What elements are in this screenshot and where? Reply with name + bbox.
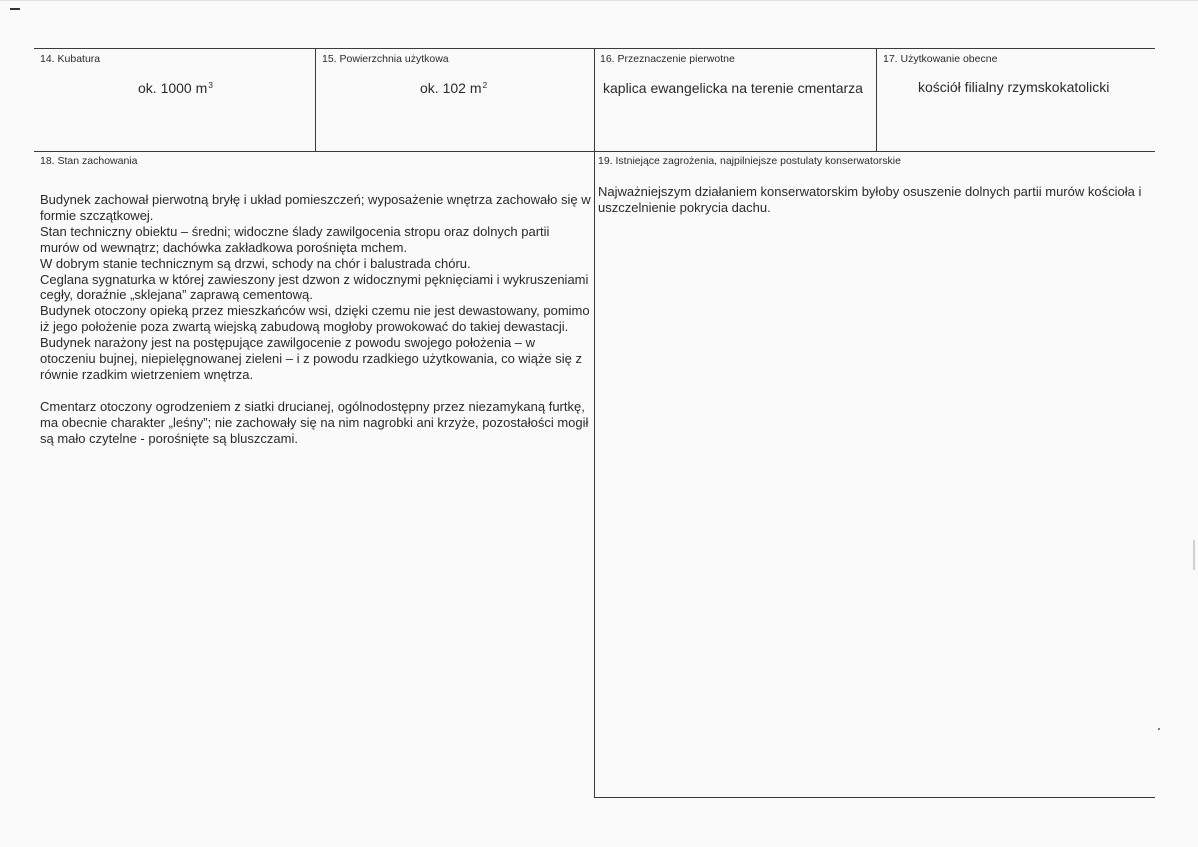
powierzchnia-value-text: ok. 102 m — [420, 80, 482, 96]
scan-speck — [1158, 728, 1160, 730]
przeznaczenie-label: 16. Przeznaczenie pierwotne — [600, 53, 735, 65]
stan-paragraph-cmentarz: Cmentarz otoczony ogrodzeniem z siatki drucianej, ogólnodostępny przez niezamykaną furtkę, ma obecnie charakter „leśny”; nie zachowały się na nim nagrobki ani krzyże, pozostałości mogił są mało czytelne - porośnięte są bluszczami. — [40, 398, 589, 446]
zagrozenia-text: Najważniejszym działaniem konserwatorskim byłoby osuszenie dolnych partii murów kościoła i uszczelnienie pokrycia dachu. — [598, 184, 1142, 215]
zagrozenia-label: 19. Istniejące zagrożenia, najpilniejsze postulaty konserwatorskie — [598, 155, 901, 167]
kubatura-value — [138, 80, 213, 96]
divider-15-16 — [594, 48, 595, 798]
stan-paragraph: W dobrym stanie technicznym są drzwi, schody na chór i balustrada chóru. — [40, 255, 471, 271]
powierzchnia-value — [420, 80, 487, 96]
section19-bottom-border — [594, 797, 1155, 798]
powierzchnia-unit-exponent: 2 — [482, 80, 488, 90]
kubatura-unit-exponent: 3 — [208, 80, 213, 90]
stan-paragraph: Budynek narażony jest na postępujące zawilgocenie z powodu swojego położenia – w otoczeniu bujnej, niepielęgnowanej zieleni – i z powodu rzadkiego użytkowania, co wiąże się z równie rzadkim wietrzeniem wnętrza. — [40, 335, 582, 382]
uzytkowanie-label: 17. Użytkowanie obecne — [883, 53, 998, 65]
divider-14-15 — [315, 48, 316, 152]
stan-paragraph: Ceglana sygnaturka w której zawieszony jest dzwon z widocznymi pęknięciami i wykruszeniami cegły, doraźnie „sklejana” zaprawą cementową. — [40, 271, 589, 303]
stan-paragraph: Budynek zachował pierwotną bryłę i układ pomieszczeń; wyposażenie wnętrza zachowało się w formie szczątkowej. — [40, 192, 591, 223]
powierzchnia-label: 15. Powierzchnia użytkowa — [322, 53, 449, 65]
scan-mark — [10, 8, 20, 10]
scan-edge-shadow — [1193, 540, 1195, 570]
kubatura-value-text: ok. 1000 m — [138, 80, 208, 96]
uzytkowanie-value: kościół filialny rzymskokatolicki — [918, 79, 1110, 95]
kubatura-label: 14. Kubatura — [40, 53, 101, 65]
stan-zachowania-label: 18. Stan zachowania — [40, 155, 138, 167]
przeznaczenie-value: kaplica ewangelicka na terenie cmentarza — [603, 80, 863, 96]
stan-paragraph: Stan techniczny obiektu – średni; widoczne ślady zawilgocenia stropu oraz dolnych partii murów od wewnątrz; dachówka zakładkowa porośnięta mchem. — [40, 223, 550, 255]
divider-16-17 — [876, 48, 877, 152]
stan-paragraph: Budynek otoczony opieką przez mieszkańców wsi, dzięki czemu nie jest dewastowany, pomimo iż jego położenie poza zwartą wiejską zabudową mogłoby prowokować do takiej dewastacji. — [40, 303, 590, 335]
page-top-edge — [0, 0, 1198, 1]
stan-zachowania-text — [40, 192, 592, 446]
